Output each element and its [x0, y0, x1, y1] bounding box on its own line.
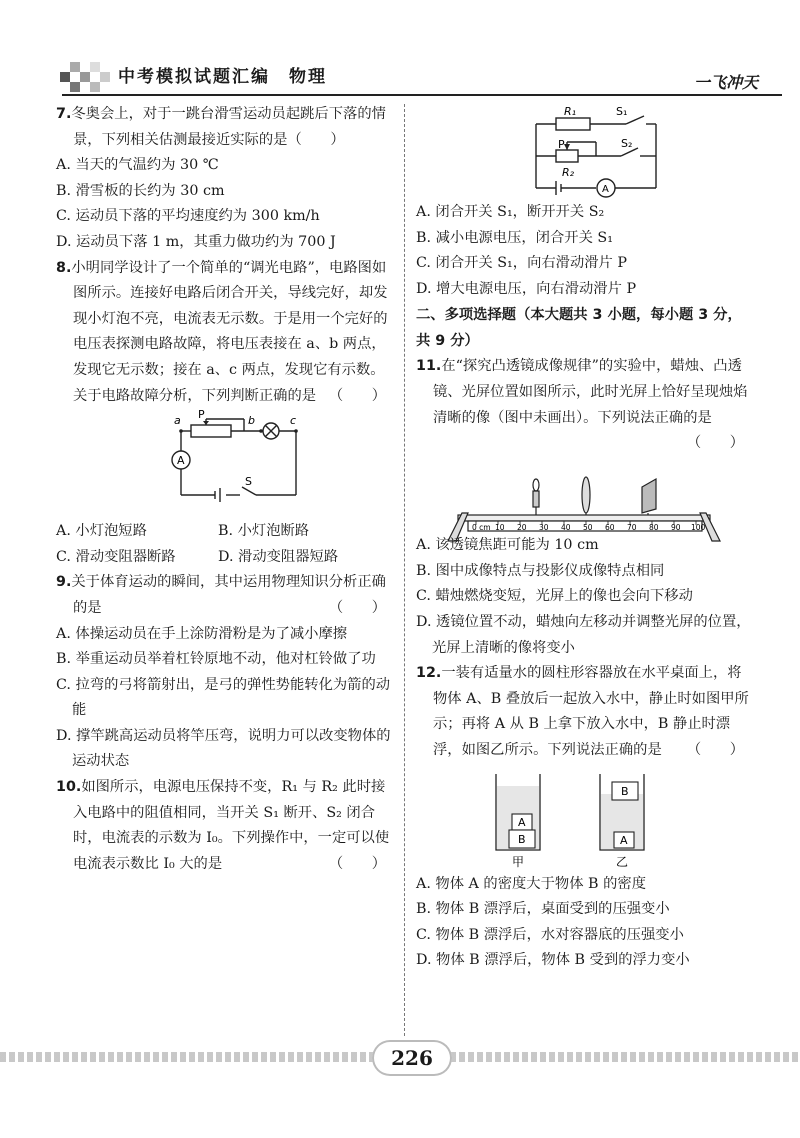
q12-jia-block-a: A: [518, 815, 526, 829]
svg-text:100: 100: [691, 522, 706, 532]
q8-options-row1: [56, 519, 394, 545]
q8-point-b: [259, 429, 263, 433]
q7-stem: 7.冬奥会上，对于一跳台滑雪运动员起跳后下落的情景，下列相关估测最接近实际的是（ ）: [56, 106, 386, 148]
q11-stem: 11.在“探究凸透镜成像规律”的实验中，蜡烛、凸透镜、光屏位置如图所示，此时光屏上恰好呈现烛焰清晰的像（图中未画出）。下列说法正确的是 （ ）: [416, 358, 748, 452]
q8-stem: 8.小明同学设计了一个简单的“调光电路”，电路图如图所示。连接好电路后闭合开关，导线完好，却发现小灯泡不亮，电流表无示数。于是用一个完好的电压表探测电路故障，将电压表接在 a、b 两点，发现它无示数；接在 a、c 两点，发现它有示数。关于电路故障分析，下列判断正确的是 （ ）: [56, 259, 388, 404]
q12-jia-block-b: B: [518, 832, 526, 846]
q11-option-c[interactable]: C. 蜡烛燃烧变短，光屏上的像也会向下移动: [416, 588, 693, 605]
q8-label-c: c: [290, 414, 297, 428]
q12-containers-diagram: [416, 764, 752, 872]
q10-label-p: P: [558, 138, 565, 151]
column-divider: [404, 104, 405, 1036]
page-number: 226: [372, 1040, 452, 1076]
q8-option-b[interactable]: B. 小灯泡断路: [218, 523, 310, 540]
q9-option-d[interactable]: D. 撑竿跳高运动员将竿压弯，说明力可以改变物体的运动状态: [56, 727, 391, 770]
header-logo-icon: [60, 58, 114, 92]
q12-label-yi: 乙: [616, 854, 629, 869]
right-column: [416, 104, 752, 974]
q10-option-b[interactable]: B. 减小电源电压，闭合开关 S₁: [416, 229, 613, 246]
q11-option-a[interactable]: A. 该透镜焦距可能为 10 cm: [416, 537, 599, 554]
svg-text:50: 50: [583, 522, 593, 532]
left-column: [56, 102, 394, 877]
q10-stem: 10.如图所示，电源电压保持不变，R₁ 与 R₂ 此时接入电路中的阻值相同，当开关 S₁ 断开、S₂ 闭合时，电流表的示数为 I₀。下列操作中，一定可以使电流表示数比 I₀ 大的是 （ ）: [56, 779, 390, 872]
q10-label-s2: S₂: [621, 137, 633, 150]
q7-option-b[interactable]: B. 滑雪板的长约为 30 cm: [56, 182, 225, 199]
q10-label-r2: R₂: [562, 166, 575, 179]
q8-option-c[interactable]: C. 滑动变阻器断路: [56, 548, 176, 565]
q12-option-c[interactable]: C. 物体 B 漂浮后，水对容器底的压强变小: [416, 926, 684, 943]
q7-option-c[interactable]: C. 运动员下落的平均速度约为 300 km/h: [56, 208, 320, 225]
q12-yi-block-b: B: [621, 784, 629, 798]
q8-option-a[interactable]: A. 小灯泡短路: [56, 523, 147, 540]
q12-option-b[interactable]: B. 物体 B 漂浮后，桌面受到的压强变小: [416, 901, 670, 918]
q10-label-r1: R₁: [564, 105, 577, 118]
q11-option-b[interactable]: B. 图中成像特点与投影仪成像特点相同: [416, 562, 665, 579]
q9-stem: 9.关于体育运动的瞬间，其中运用物理知识分析正确的是 （ ）: [56, 574, 386, 616]
q10-option-d[interactable]: D. 增大电源电压，向右滑动滑片 P: [416, 280, 637, 297]
q10-label-s1: S₁: [616, 105, 628, 118]
q8-point-a: [179, 429, 183, 433]
svg-text:10: 10: [495, 522, 505, 532]
q7-option-d[interactable]: D. 运动员下落 1 m，其重力做功约为 700 J: [56, 233, 336, 250]
q8-circuit-diagram: [56, 409, 394, 519]
svg-text:80: 80: [649, 522, 659, 532]
q8-label-a: a: [174, 414, 181, 428]
svg-text:0 cm: 0 cm: [472, 522, 491, 532]
q10-ammeter-label: A: [602, 184, 609, 195]
q10-option-c[interactable]: C. 闭合开关 S₁，向右滑动滑片 P: [416, 255, 628, 272]
section-2-heading: 二、多项选择题（本大题共 3 小题，每小题 3 分，共 9 分）: [416, 307, 742, 350]
q9-option-b[interactable]: B. 举重运动员举着杠铃原地不动，他对杠铃做了功: [56, 651, 376, 668]
svg-text:90: 90: [671, 522, 681, 532]
q12-option-d[interactable]: D. 物体 B 漂浮后，物体 B 受到的浮力变小: [416, 952, 690, 969]
header-brand: 一飞冲天: [693, 73, 758, 92]
q8-point-c: [294, 429, 298, 433]
q8-ammeter-label: A: [177, 454, 185, 468]
q11-option-d[interactable]: D. 透镜位置不动，蜡烛向左移动并调整光屏的位置，光屏上清晰的像将变小: [416, 613, 751, 656]
q12-figure: [416, 764, 752, 872]
q8-switch-label: S: [245, 475, 252, 489]
svg-text:40: 40: [561, 522, 571, 532]
q8-option-d[interactable]: D. 滑动变阻器短路: [218, 548, 339, 565]
q10-option-a[interactable]: A. 闭合开关 S₁，断开开关 S₂: [416, 204, 605, 220]
q12-option-a[interactable]: A. 物体 A 的密度大于物体 B 的密度: [416, 875, 646, 892]
svg-text:60: 60: [605, 522, 615, 532]
header-rule: [62, 94, 782, 96]
svg-text:30: 30: [539, 522, 549, 532]
q12-label-jia: 甲: [512, 854, 525, 869]
q8-options-row2: [56, 545, 394, 571]
header-title: 中考模拟试题汇编 物理: [118, 67, 327, 87]
q9-option-a[interactable]: A. 体操运动员在手上涂防滑粉是为了减小摩擦: [56, 625, 348, 642]
svg-text:70: 70: [627, 522, 637, 532]
q8-label-p: P: [198, 409, 205, 422]
q10-circuit-diagram: [416, 104, 752, 200]
q12-yi-block-a: A: [620, 833, 628, 847]
q10-figure: [416, 104, 752, 200]
q7-option-a[interactable]: A. 当天的气温约为 30 ℃: [56, 157, 219, 174]
svg-text:20: 20: [517, 522, 527, 532]
q9-option-c[interactable]: C. 拉弯的弓将箭射出，是弓的弹性势能转化为箭的动能: [56, 676, 391, 719]
q12-stem: 12.一装有适量水的圆柱形容器放在水平桌面上，将物体 A、B 叠放后一起放入水中，静止时如图甲所示；再将 A 从 B 上拿下放入水中，B 静止时漂浮，如图乙所示。下列说法正确的是 （ ）: [416, 665, 749, 758]
q8-label-b: b: [248, 414, 255, 428]
q8-figure: [56, 409, 394, 519]
